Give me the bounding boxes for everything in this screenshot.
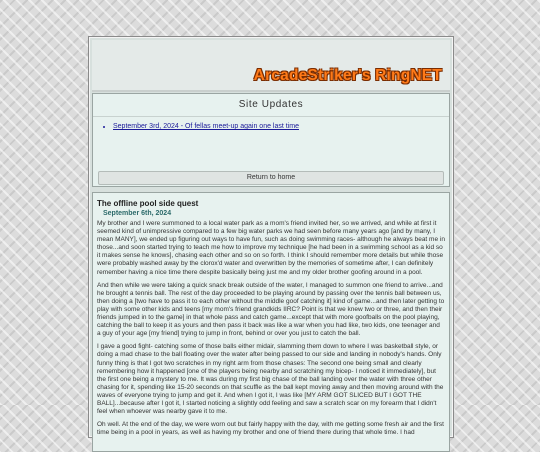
site-header (92, 40, 450, 92)
post-paragraph: I gave a good fight- catching some of those balls either midair, slamming them down to where I was basketball style, or doing a mad chase to the ball floating over the water after being passed to our side and landing in nobody's hands. Only funny thing is that I got two scratches in my right arm from those chases: The second one being small and clearly remembering how it happened [one of the players being nearby and scratching my bicep- I noticed it immediately], but the first one being a mystery to me. It was during my first big chase of the ball landing over the water with three other chasing for it, spending like 15-20 seconds on that scuffle as the ball kept moving away and then moving around with the waves of everyone trying to jump and get it. And when I got it, I was like [MY ARM GOT SLICED BUT I GOT THE BALL]...because after I got it, I started noticing a slightly odd feeling and saw a scratch scar on my forearm that I didn't feel when whoever was nearby gave it to me. (97, 343, 444, 416)
return-home-button[interactable]: Return to home (98, 171, 444, 185)
site-logo[interactable]: ArcadeStriker's RingNET (253, 67, 442, 84)
blog-post (92, 192, 450, 452)
updates-list (93, 123, 449, 130)
post-date: September 6th, 2024 (103, 210, 172, 217)
post-title: The offline pool side quest (97, 199, 199, 208)
post-paragraph: My brother and I were summoned to a local water park as a mom's friend invited her, so we arrived, and while at first it seemed kind of unimpressive compared to a few big water parks we had seen before many years ago [and by many, I mean MANY], we ended up figuring out ways to have fun, such as doing swimming races- although he always beat me in those...and soon started trying to teach me how to improve my technique [he had been in a swimming school as a kid so it makes sense he knows], chasing each other and so on so forth. I think I should remember more details but while those were probably washed away by the clorox'd water and overwritten by the memories of sometime after, I can definitely remember having a nice time there despite basically being just me and my older brother goofing around in a pool. (97, 220, 445, 276)
update-link[interactable]: September 3rd, 2024 - Of fellas meet-up again one last time (113, 123, 299, 130)
site-updates-panel (92, 93, 450, 187)
divider (93, 116, 449, 117)
site-updates-title: Site Updates (238, 99, 304, 110)
page-container (88, 36, 454, 438)
post-paragraph: Oh well. At the end of the day, we were worn out but fairly happy with the day, with me getting some fresh air and the first time being in a pool in years, as well as having my brother and one of friend there during that whole time. I had (97, 421, 444, 437)
list-item (113, 123, 449, 130)
post-paragraph: And then while we were taking a quick snack break outside of the water, I managed to summon one friend to arrive...and he brought a tennis ball. The rest of the day proceeded to be playing around by passing over the tennis ball between us, then doing a [two have to pass it to each other without the middle goof catching it] kind of game...and then later getting to play with some other kids and teens [my mom's friend grandkids IIRC? Point is that we knew two or three, and then their friends jumped in to the game] in that whole pass and catch game...except that with more goofballs on the pool playing, catching the ball to keep it as yours and then pass it back was like a war when you had like, two kids, one teenager and a guy of your age [my friend] trying to jump in front, behind or over you just to catch the ball. (97, 281, 445, 338)
